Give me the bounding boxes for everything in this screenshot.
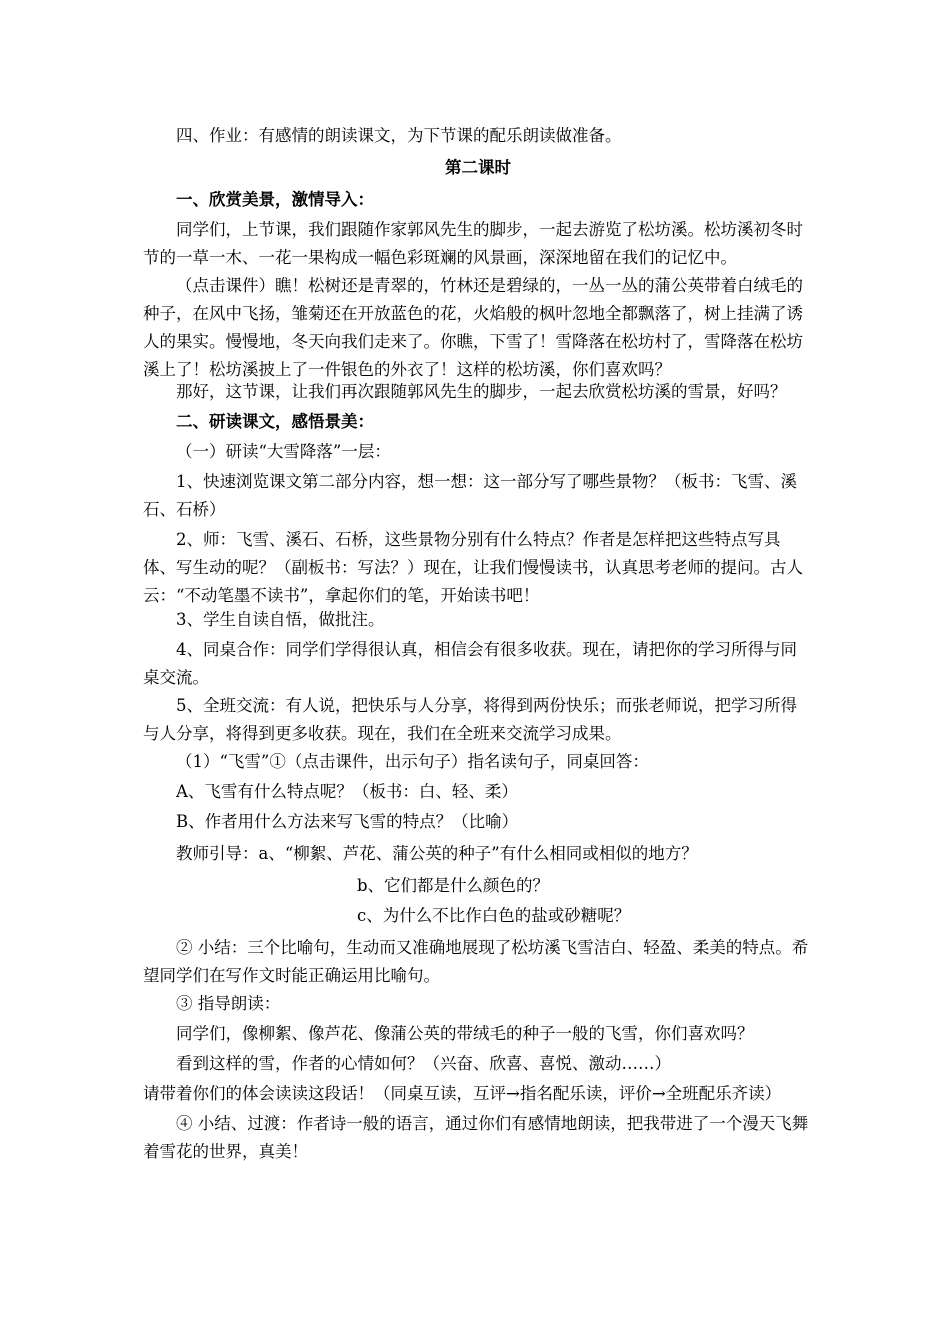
question-b: B、作者用什么方法来写飞雪的特点？（比喻） [176, 812, 519, 831]
read-line2: 看到这样的雪，作者的心情如何？（兴奋、欣喜、喜悦、激动……） [176, 1054, 671, 1073]
section2-heading: 二、研读课文，感悟景美： [176, 412, 374, 431]
guide-b: b、它们都是什么颜色的？ [357, 876, 550, 895]
section2-sub1: （一）研读“大雪降落”一层： [176, 442, 391, 461]
read-line3: 请带着你们的体会读读这段话！（同桌互读，互评→指名配乐读，评价→全班配乐齐读） [143, 1084, 782, 1103]
section1-para2: （点击课件）瞧！松树还是青翠的，竹林还是碧绿的，一丛一丛的蒲公英带着白绒毛的种子，在风中飞扬，雏菊还在开放蓝色的花，火焰般的枫叶忽地全都飘落了，树上挂满了诱人的果实。慢慢地，冬天向我们走来了。你瞧，下雪了！雪降落在松坊村了，雪降落在松坊溪上了！松坊溪披上了一件银色的外衣了！这样的松坊溪，你们喜欢吗？ [143, 276, 803, 379]
step4: 4、同桌合作：同学们学得很认真，相信会有很多收获。现在，请把你的学习所得与同桌交流。 [143, 640, 797, 687]
step5: 5、全班交流：有人说，把快乐与人分享，将得到两份快乐；而张老师说，把学习所得与人分享，将得到更多收获。现在，我们在全班来交流学习成果。 [143, 696, 797, 743]
section1-para3: 那好，这节课，让我们再次跟随郭风先生的脚步，一起去欣赏松坊溪的雪景，好吗？ [176, 382, 787, 401]
guide-a: 教师引导：a、“柳絮、芦花、蒲公英的种子”有什么相同或相似的地方？ [176, 844, 698, 863]
question-a: A、飞雪有什么特点呢？（板书：白、轻、柔） [176, 782, 518, 801]
read-line1: 同学们，像柳絮、像芦花、像蒲公英的带绒毛的种子一般的飞雪，你们喜欢吗？ [176, 1024, 754, 1043]
transition: ④ 小结、过渡：作者诗一般的语言，通过你们有感情地朗读，把我带进了一个漫天飞舞着雪花的世界，真美！ [143, 1114, 809, 1161]
summary: ② 小结：三个比喻句，生动而又准确地展现了松坊溪飞雪洁白、轻盈、柔美的特点。希望同学们在写作文时能正确运用比喻句。 [143, 938, 809, 985]
step1: 1、快速浏览课文第二部分内容，想一想：这一部分写了哪些景物？（板书：飞雪、溪石、石桥） [143, 472, 797, 519]
section1-para1: 同学们，上节课，我们跟随作家郭风先生的脚步，一起去游览了松坊溪。松坊溪初冬时节的一草一木、一花一果构成一幅色彩斑斓的风景画，深深地留在我们的记忆中。 [143, 220, 803, 267]
item1: （1）“飞雪”①（点击课件，出示句子）指名读句子，同桌回答： [176, 752, 649, 771]
guide-c: c、为什么不比作白色的盐或砂糖呢？ [357, 906, 631, 925]
step3: 3、学生自读自悟，做批注。 [176, 610, 385, 629]
section1-heading: 一、欣赏美景，激情导入： [176, 190, 374, 209]
homework-line: 四、作业：有感情的朗读课文，为下节课的配乐朗读做准备。 [176, 126, 622, 145]
step2: 2、师：飞雪、溪石、石桥，这些景物分别有什么特点？作者是怎样把这些特点写具体、写生动的呢？（副板书：写法？）现在，让我们慢慢读书，认真思考老师的提问。古人云：“不动笔墨不读书”，拿起你们的笔，开始读书吧！ [143, 530, 803, 605]
read-guide: ③ 指导朗读： [176, 994, 281, 1013]
lesson-title: 第二课时 [445, 158, 511, 177]
